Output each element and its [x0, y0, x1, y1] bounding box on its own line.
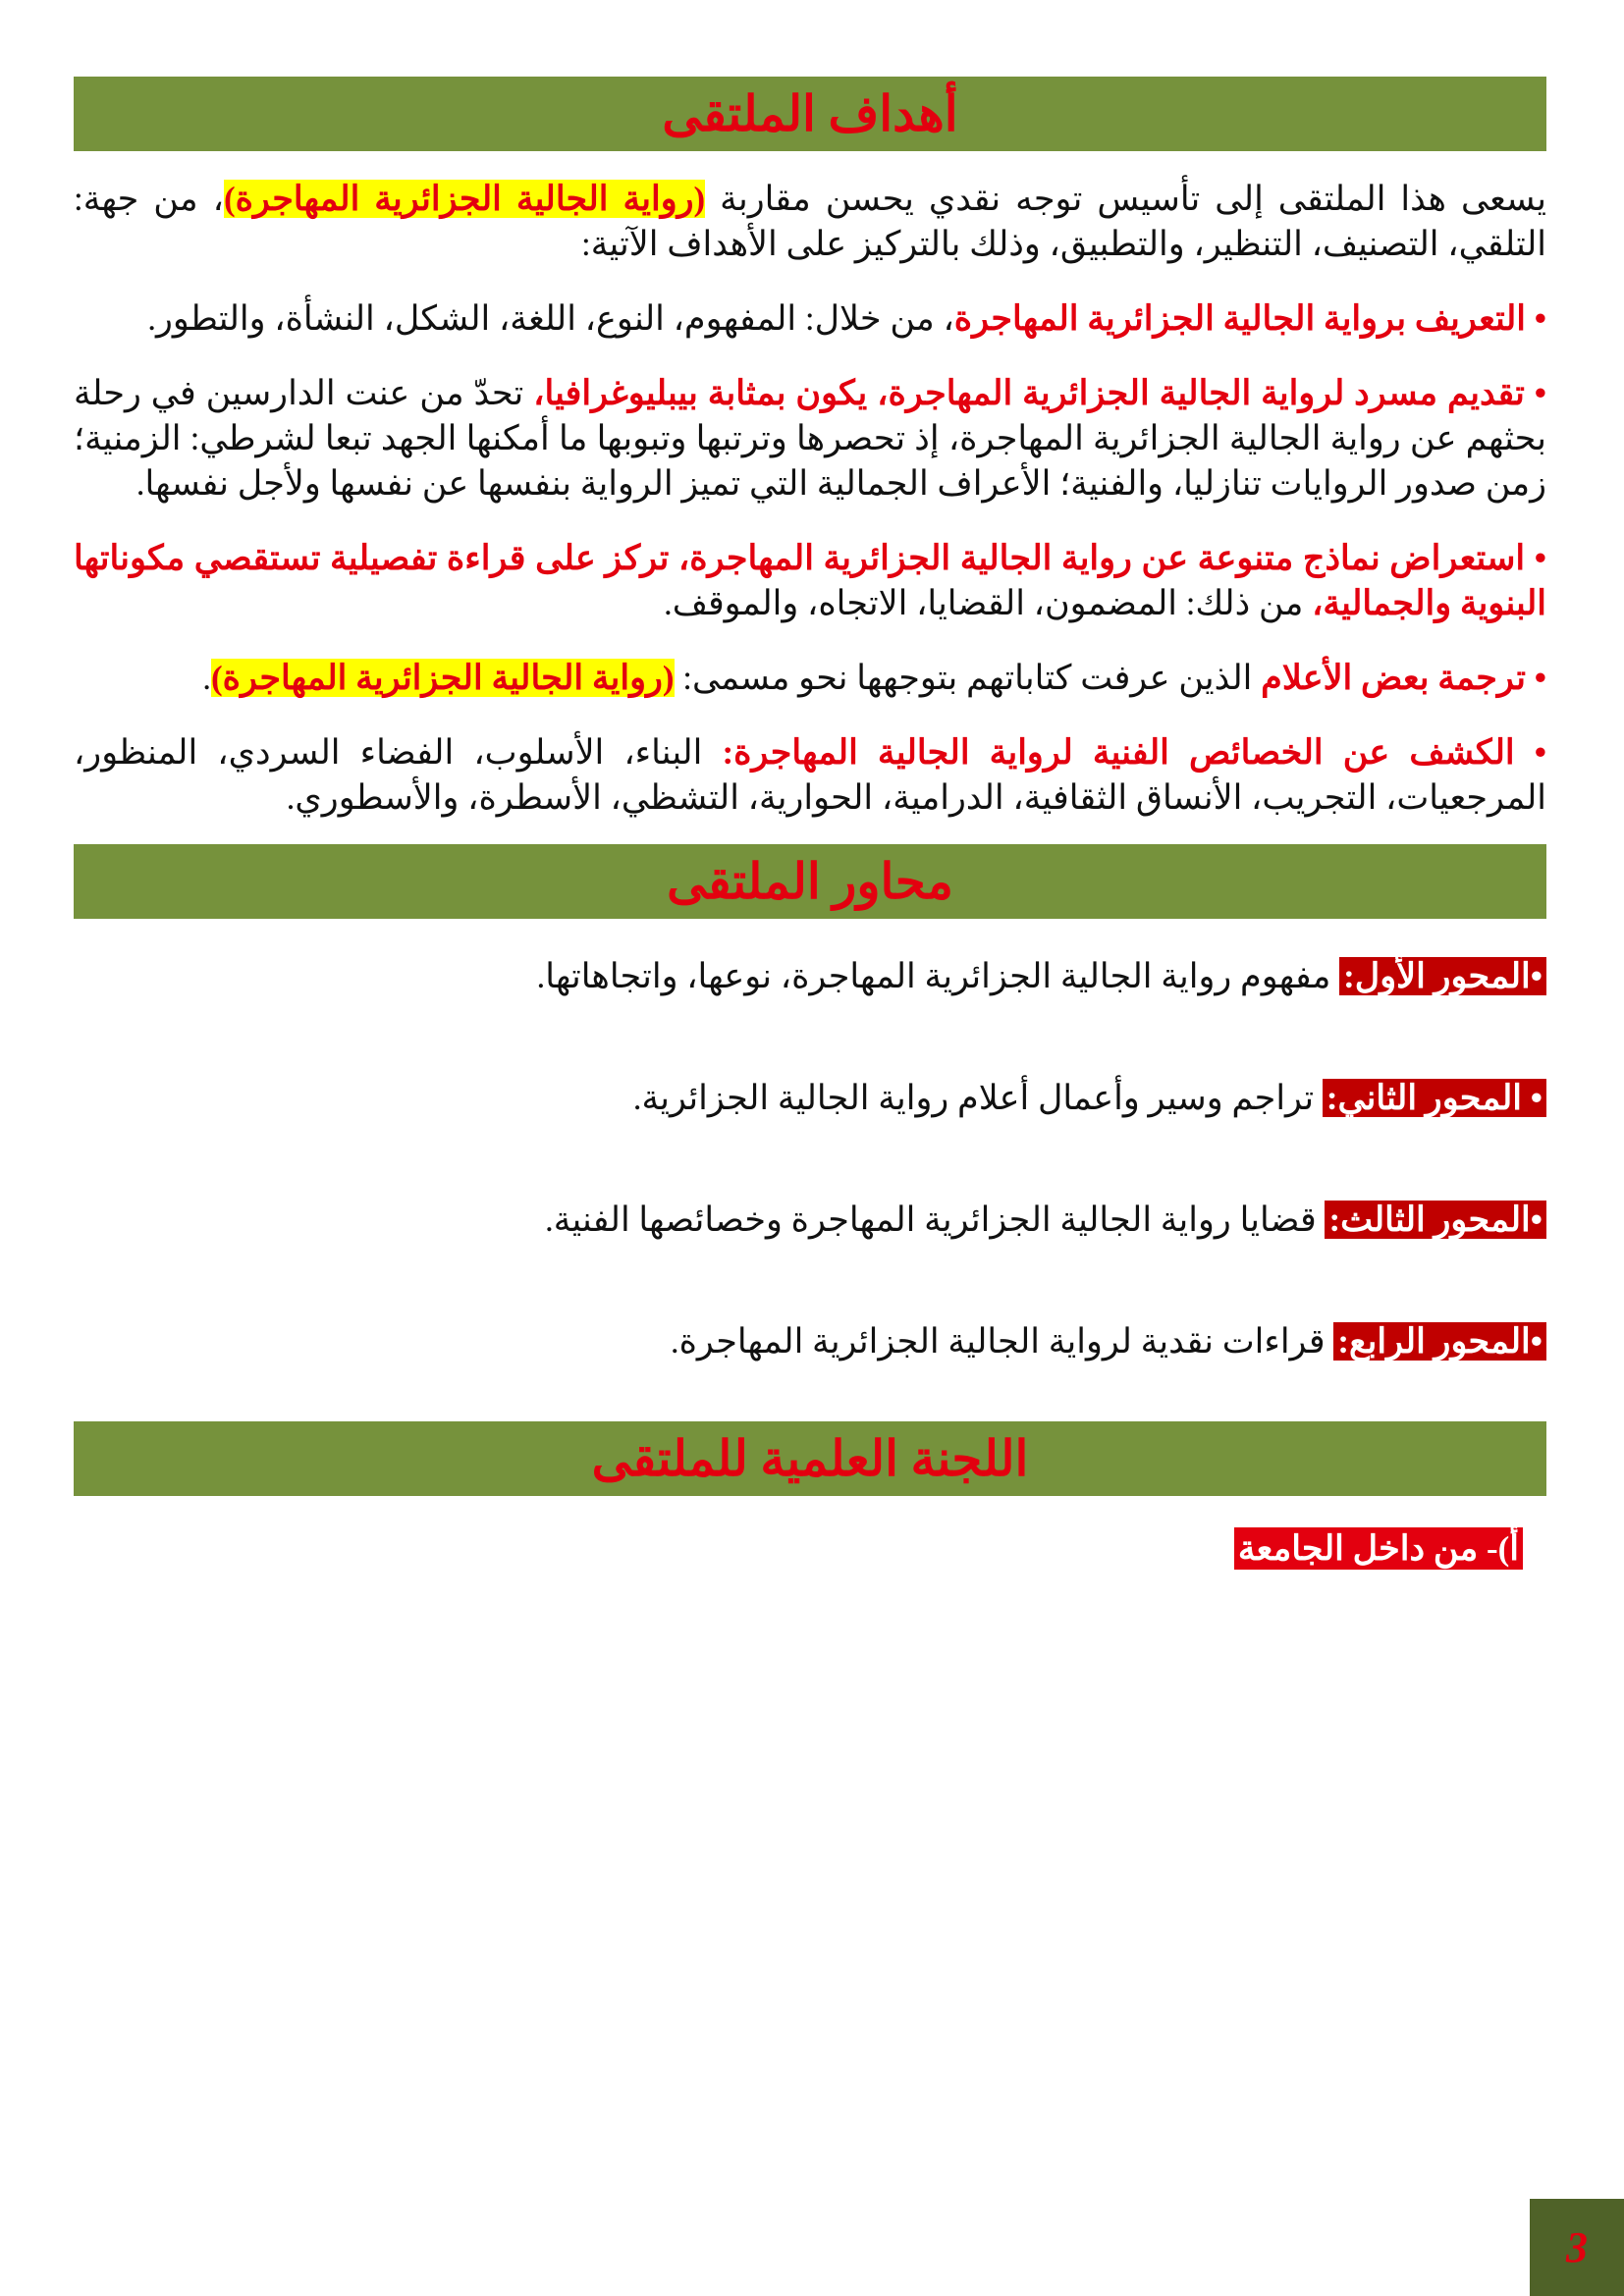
committee-heading-band [74, 1421, 1546, 1496]
goal-emphasis: استعراض نماذج متنوعة عن رواية الجالية الجزائرية المهاجرة، تركز على قراءة تفصيلية تستقصي مكوناتها البنوية والجمالية، [74, 539, 1546, 622]
goals-heading: أهداف الملتقى [662, 86, 958, 141]
goal-text: الذين عرفت كتاباتهم بتوجهها نحو مسمى: [674, 659, 1262, 697]
page-number: 3 [1566, 2223, 1588, 2271]
goal-item [74, 296, 1546, 342]
bullet-icon: • [1525, 539, 1546, 577]
axis-item [74, 1076, 1546, 1121]
axis-item [74, 954, 1546, 999]
goal-item [74, 536, 1546, 626]
committee-sub-label: أ)- من داخل الجامعة [1234, 1527, 1523, 1570]
axes-heading-band [74, 844, 1546, 919]
axis-text: مفهوم رواية الجالية الجزائرية المهاجرة، نوعها، واتجاهاتها. [536, 957, 1340, 995]
axis-label: •المحور الأول: [1339, 957, 1546, 995]
axis-text: قراءات نقدية لرواية الجالية الجزائرية المهاجرة. [670, 1322, 1334, 1361]
goal-tail: . [202, 659, 212, 697]
goal-item [74, 656, 1546, 701]
bullet-icon: • [1524, 374, 1546, 412]
axes-heading: محاور الملتقى [667, 854, 953, 909]
goal-emphasis: تقديم مسرد لرواية الجالية الجزائرية المهاجرة، يكون بمثابة بيبليوغرافيا، [533, 374, 1525, 412]
intro-highlight: (رواية الجالية الجزائرية المهاجرة) [223, 180, 706, 218]
committee-subsection [74, 1529, 1546, 1569]
page-number-box [1530, 2199, 1624, 2296]
bullet-icon: • [1525, 659, 1546, 697]
goal-emphasis: ترجمة بعض الأعلام [1261, 659, 1526, 697]
axis-item [74, 1198, 1546, 1243]
axis-item [74, 1319, 1546, 1364]
goal-emphasis: الكشف عن الخصائص الفنية لرواية الجالية المهاجرة: [722, 733, 1515, 772]
intro-text-2: ، من جهة: التلقي، التصنيف، التنظير، والتطبيق، وذلك بالتركيز على الأهداف الآتية: [74, 180, 1546, 263]
goal-highlight: (رواية الجالية الجزائرية المهاجرة) [211, 659, 675, 697]
intro-text-1: يسعى هذا الملتقى إلى تأسيس توجه نقدي يحسن مقاربة [705, 180, 1546, 218]
axis-label: •المحور الثالث: [1325, 1201, 1546, 1239]
bullet-icon: • [1525, 299, 1546, 338]
bullet-icon: • [1514, 733, 1546, 772]
axis-text: قضايا رواية الجالية الجزائرية المهاجرة وخصائصها الفنية. [544, 1201, 1326, 1239]
goal-item [74, 371, 1546, 507]
goal-item [74, 730, 1546, 821]
goal-text: ، من خلال: المفهوم، النوع، اللغة، الشكل، النشأة، والتطور. [147, 299, 954, 338]
goals-heading-band [74, 77, 1546, 151]
goal-text: تحدّ من عنت الدارسين في رحلة بحثهم عن رواية الجالية الجزائرية المهاجرة، إذ تحصرها وترتبها وتبوبها ما أمكنها الجهد تبعا لشرطي: الزمنية؛ زمن صدور الروايات تنازليا، والفنية؛ الأعراف الجمالية التي تميز الرواية بنفسها عن نفسها ولأجل نفسها. [74, 374, 1546, 503]
axis-text: تراجم وسير وأعمال أعلام رواية الجالية الجزائرية. [632, 1079, 1323, 1117]
axis-label: •المحور الرابع: [1333, 1322, 1546, 1361]
goal-text: من ذلك: المضمون، القضايا، الاتجاه، والموقف. [663, 584, 1313, 622]
goals-intro [74, 177, 1546, 267]
document-page [74, 77, 1546, 1569]
goal-text: البناء، الأسلوب، الفضاء السردي، المنظور، المرجعيات، التجريب، الأنساق الثقافية، الدرامية، الحوارية، التشظي، الأسطرة، والأسطوري. [74, 733, 1546, 817]
goal-emphasis: التعريف برواية الجالية الجزائرية المهاجرة [953, 299, 1526, 338]
committee-heading: اللجنة العلمية للملتقى [591, 1431, 1029, 1486]
axis-label: • المحور الثاني: [1323, 1079, 1546, 1117]
